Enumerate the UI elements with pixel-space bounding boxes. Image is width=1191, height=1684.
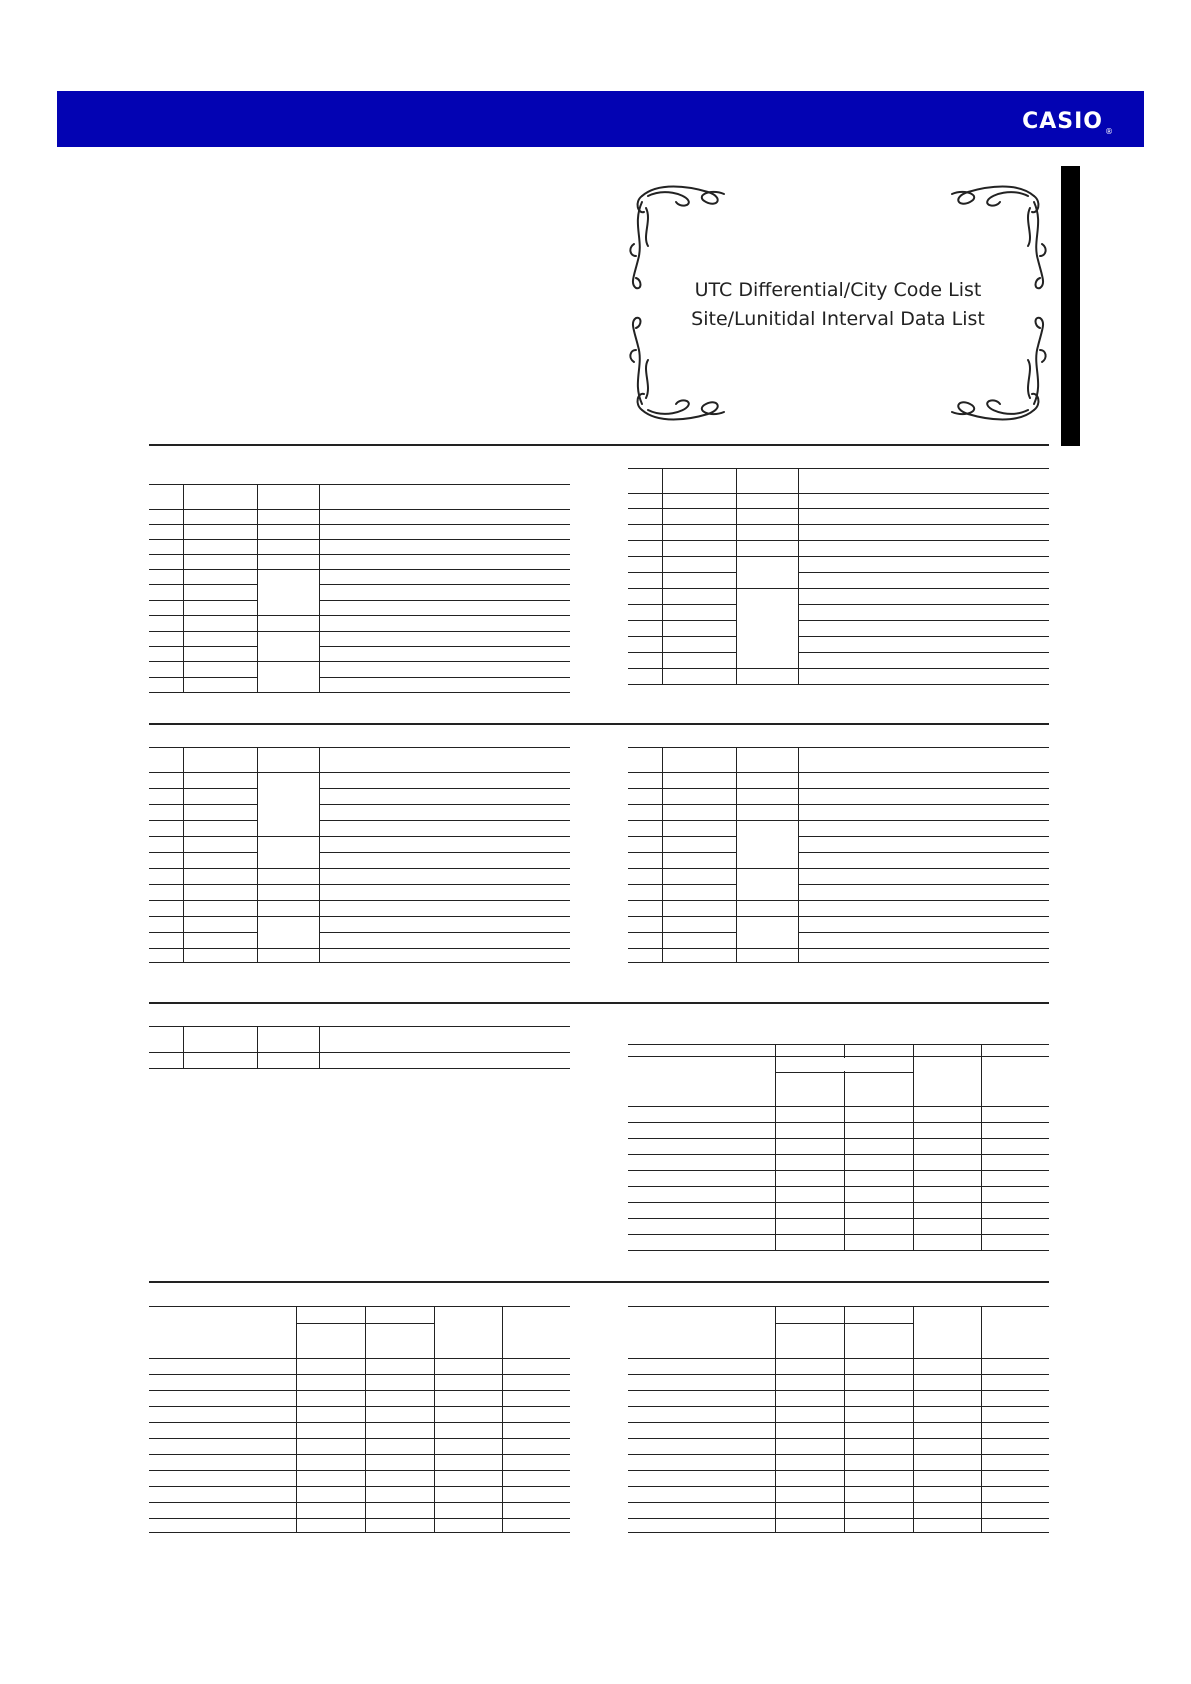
merged-cell [258, 663, 319, 692]
table-row [628, 589, 1049, 605]
table-row [149, 525, 570, 540]
table-row [149, 837, 570, 853]
table-row [628, 1455, 1049, 1471]
table-row [149, 616, 570, 632]
merged-cell [258, 838, 319, 868]
table-row [628, 773, 1049, 789]
table-row [628, 748, 1049, 773]
table-row [149, 632, 570, 647]
table-row [628, 525, 1049, 541]
ornament-flourish-icon [628, 184, 1048, 422]
table-row [149, 1487, 570, 1503]
table-row [628, 933, 1049, 949]
merged-cell [258, 774, 319, 836]
table-row [628, 1487, 1049, 1503]
table-row [628, 1307, 1049, 1359]
merged-cell [737, 918, 798, 948]
city-code-2-table [628, 468, 1049, 685]
table-row [149, 901, 570, 917]
table-row [149, 748, 570, 773]
merged-cell [776, 1058, 913, 1071]
table-row [149, 869, 570, 885]
title-line-2: Site/Lunitidal Interval Data List [691, 308, 985, 330]
table-row [628, 1359, 1049, 1375]
table-row [149, 601, 570, 616]
table-row [628, 653, 1049, 669]
table-row [149, 1391, 570, 1407]
table-row [149, 933, 570, 949]
brand-logo: CASIO ® [1022, 109, 1114, 136]
table-row [149, 1407, 570, 1423]
table-row [628, 1219, 1049, 1235]
table-row [149, 1307, 570, 1359]
table-row [149, 1359, 570, 1375]
group-header-line [775, 1072, 913, 1073]
table-row [628, 821, 1049, 837]
group-header-line [775, 1323, 913, 1324]
table-row [149, 1027, 570, 1053]
city-code-5-table [149, 1026, 570, 1069]
table-row [149, 555, 570, 570]
table-row [149, 789, 570, 805]
table-row [628, 1171, 1049, 1187]
table-row [628, 541, 1049, 557]
table-row [149, 1471, 570, 1487]
table-row [628, 901, 1049, 917]
group-header-line [296, 1323, 434, 1324]
merged-cell [258, 571, 319, 615]
table-row [149, 1375, 570, 1391]
table-row [628, 837, 1049, 853]
table-row [628, 1391, 1049, 1407]
table-row [149, 1423, 570, 1439]
site-data-2-table [149, 1306, 570, 1533]
title-line-1: UTC Differential/City Code List [694, 279, 982, 301]
table-row [628, 494, 1049, 509]
table-row [149, 1455, 570, 1471]
merged-cell [737, 822, 798, 868]
city-code-1-table [149, 484, 570, 693]
table-row [149, 853, 570, 869]
merged-cell [737, 590, 798, 668]
table-row [149, 1439, 570, 1455]
table-row [149, 821, 570, 837]
table-row [628, 1203, 1049, 1219]
table-row [628, 509, 1049, 525]
table-row [149, 662, 570, 678]
title-frame [628, 184, 1048, 422]
table-row [628, 1045, 1049, 1057]
table-row [628, 1471, 1049, 1487]
merged-cell [737, 558, 798, 588]
table-row [628, 557, 1049, 573]
table-row [149, 917, 570, 933]
table-row [628, 949, 1049, 963]
city-code-3-table [149, 747, 570, 963]
table-row [628, 469, 1049, 494]
table-row [628, 1123, 1049, 1139]
table-row [628, 637, 1049, 653]
table-row [149, 885, 570, 901]
table-row [628, 669, 1049, 685]
table-row [149, 773, 570, 789]
table-row [628, 853, 1049, 869]
table-row [149, 585, 570, 601]
table-row [628, 1155, 1049, 1171]
table-row [628, 1407, 1049, 1423]
table-row [628, 1187, 1049, 1203]
table-row [628, 789, 1049, 805]
table-row [149, 485, 570, 510]
merged-cell [914, 1058, 981, 1106]
table-row [149, 540, 570, 555]
table-row [628, 1439, 1049, 1455]
table-row [149, 1053, 570, 1069]
table-row [628, 1139, 1049, 1155]
table-row [149, 1503, 570, 1519]
table-row [149, 647, 570, 662]
table-row [628, 1519, 1049, 1533]
table-row [628, 869, 1049, 885]
table-row [628, 1107, 1049, 1123]
merged-cell [258, 918, 319, 948]
table-row [149, 510, 570, 525]
section-rule [149, 444, 1049, 446]
merged-cell [982, 1058, 1049, 1106]
site-data-3-table [628, 1306, 1049, 1533]
table-row [628, 1423, 1049, 1439]
table-row [628, 1235, 1049, 1251]
merged-cell [258, 633, 319, 661]
table-row [628, 621, 1049, 637]
section-rule [149, 723, 1049, 725]
table-row [628, 573, 1049, 589]
merged-cell [629, 1058, 775, 1106]
table-row [628, 805, 1049, 821]
table-row [149, 678, 570, 693]
table-row [149, 805, 570, 821]
table-row [149, 1519, 570, 1533]
table-row [149, 949, 570, 963]
section-tab [1061, 166, 1080, 446]
section-rule [149, 1002, 1049, 1004]
site-data-1-table [628, 1044, 1049, 1251]
table-row [628, 605, 1049, 621]
table-row [628, 1503, 1049, 1519]
header-bar [57, 91, 1144, 147]
table-row [628, 885, 1049, 901]
table-row [149, 570, 570, 585]
city-code-4-table [628, 747, 1049, 963]
table-row [628, 917, 1049, 933]
merged-cell [737, 870, 798, 900]
table-row [628, 1375, 1049, 1391]
section-rule [149, 1281, 1049, 1283]
